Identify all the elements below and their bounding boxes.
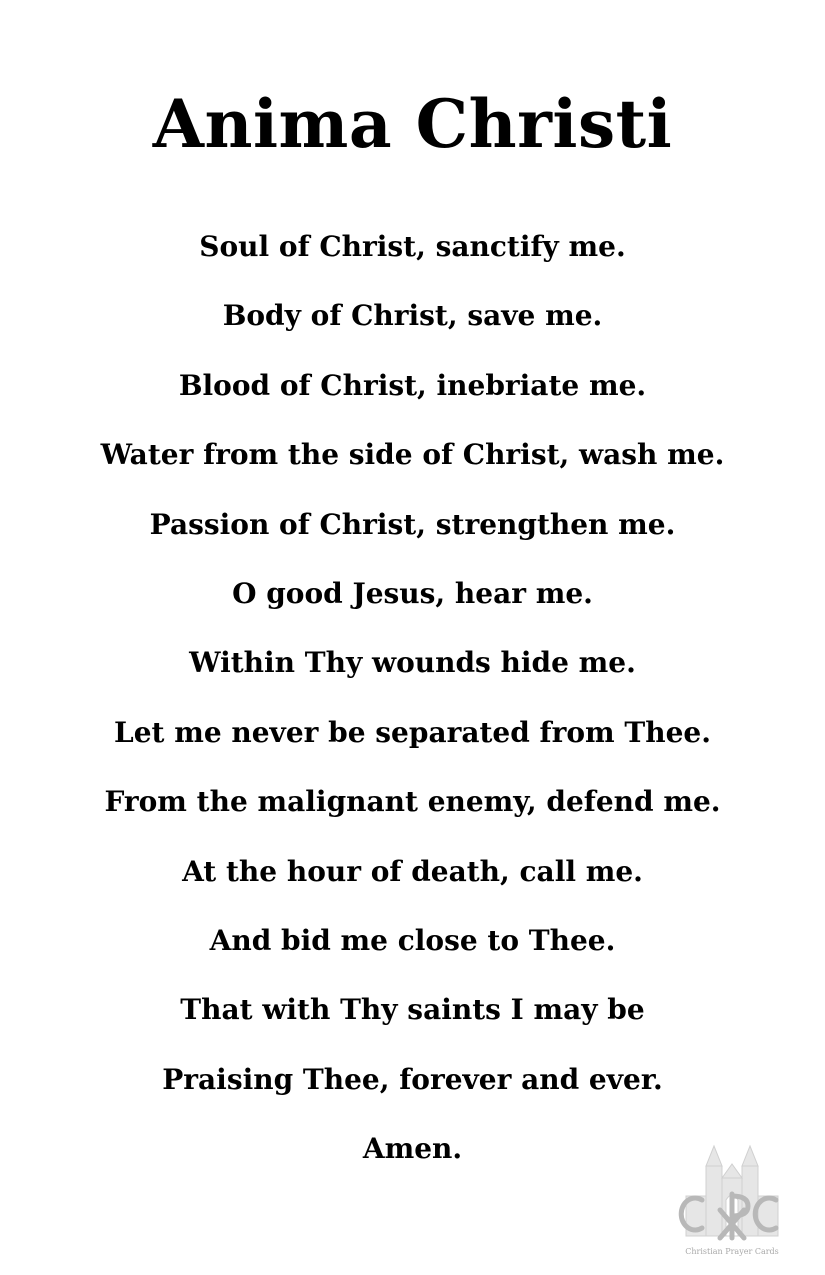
prayer-line: Let me never be separated from Thee. [114,715,711,749]
prayer-line: Water from the side of Christ, wash me. [100,438,725,472]
prayer-line: Praising Thee, forever and ever. [162,1062,663,1096]
prayer-line: O good Jesus, hear me. [232,576,593,610]
prayer-line: At the hour of death, call me. [182,854,643,888]
prayer-line: Blood of Christ, inebriate me. [178,368,647,402]
prayer-line: That with Thy saints I may be [180,993,645,1027]
prayer-text [0,224,825,1195]
watermark-caption: Christian Prayer Cards [685,1247,779,1256]
prayer-line: And bid me close to Thee. [209,923,616,957]
prayer-line: Amen. [362,1132,463,1166]
prayer-line: Body of Christ, save me. [222,299,603,333]
cathedral-chi-rho-icon [672,1138,792,1264]
prayer-title: Anima Christi [152,85,673,163]
prayer-line: Passion of Christ, strengthen me. [149,507,676,541]
prayer-line: From the malignant enemy, defend me. [104,785,721,819]
prayer-line: Soul of Christ, sanctify me. [199,230,626,263]
prayer-line: Within Thy wounds hide me. [189,646,636,680]
